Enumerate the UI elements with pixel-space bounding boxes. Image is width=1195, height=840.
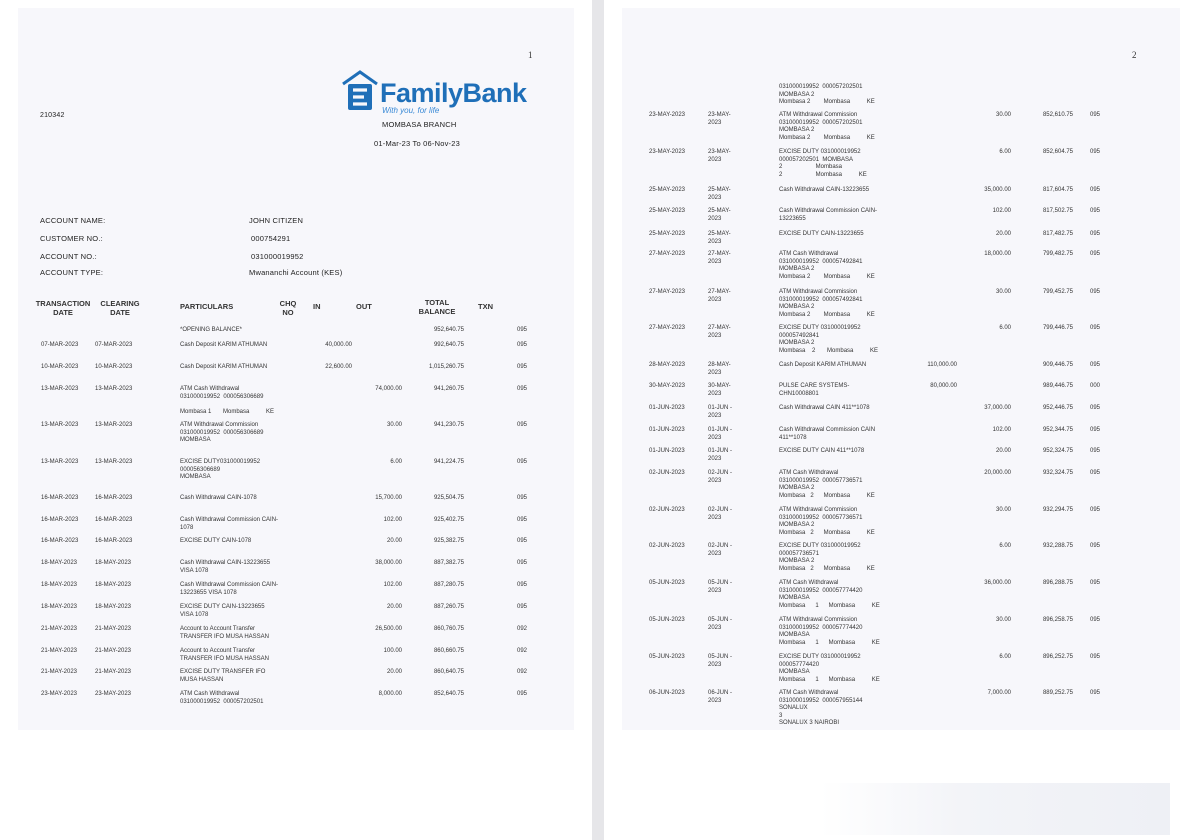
transaction-date: 02-JUN-2023: [649, 543, 685, 549]
clearing-date: 01-JUN - 2023: [708, 448, 733, 462]
txn-code: 000: [1090, 383, 1101, 389]
clearing-date: 27-MAY- 2023: [708, 251, 731, 265]
account-number-value: 031000019952: [251, 252, 304, 261]
amount-in: 110,000.00: [927, 362, 957, 368]
total-balance: 925,504.75: [433, 495, 464, 501]
clearing-date: 27-MAY- 2023: [708, 289, 731, 303]
clearing-date: 07-MAR-2023: [95, 342, 133, 348]
transaction-date: 06-JUN-2023: [649, 690, 685, 696]
clearing-date: 25-MAY- 2023: [708, 187, 731, 201]
txn-code: 095: [517, 517, 528, 523]
txn-code: 095: [1090, 507, 1101, 513]
transaction-date: 27-MAY-2023: [649, 251, 686, 257]
txn-code: 095: [1090, 208, 1101, 214]
txn-code: 095: [517, 538, 528, 544]
txn-code: 095: [1090, 690, 1101, 696]
particulars: Cash Withdrawal CAIN 411**1078: [779, 405, 870, 411]
account-name-value: JOHN CITIZEN: [249, 216, 304, 225]
clearing-date: 13-MAR-2023: [95, 422, 133, 428]
transaction-date: 05-JUN-2023: [649, 580, 685, 586]
particulars: PULSE CARE SYSTEMS- CHN10008801: [779, 383, 850, 397]
amount-in: 40,000.00: [325, 342, 352, 348]
particulars: ATM Cash Withdrawal 031000019952 000056306689 Mombasa 1 Mombasa KE: [180, 386, 275, 415]
transaction-date: 25-MAY-2023: [649, 231, 686, 237]
transaction-date: 02-JUN-2023: [649, 507, 685, 513]
particulars: Cash Withdrawal CAIN-13223655 VISA 1078: [180, 560, 271, 574]
particulars: EXCISE DUTY CAIN-13223655 VISA 1078: [180, 604, 265, 618]
amount-out: 30.00: [386, 422, 402, 428]
total-balance: 799,446.75: [1042, 325, 1073, 331]
total-balance: 860,760.75: [433, 626, 464, 632]
statement-page-1: [18, 8, 574, 730]
amount-out: 102.00: [992, 208, 1011, 214]
amount-out: 102.00: [383, 517, 402, 523]
total-balance: 925,402.75: [433, 517, 464, 523]
customer-number-value: 000754291: [251, 234, 291, 243]
customer-number-label: CUSTOMER NO.:: [40, 234, 103, 243]
txn-code: 095: [1090, 617, 1101, 623]
page-number: 1: [528, 50, 533, 60]
particulars: Cash Withdrawal Commission CAIN- 13223655 VISA 1078: [180, 582, 279, 596]
account-type-label: ACCOUNT TYPE:: [40, 268, 104, 277]
amount-out: 15,700.00: [375, 495, 402, 501]
particulars: Cash Deposit KARIM ATHUMAN: [180, 342, 268, 348]
amount-out: 30.00: [995, 617, 1011, 623]
txn-code: 095: [1090, 325, 1101, 331]
clearing-date: 25-MAY- 2023: [708, 208, 731, 222]
account-type-value: Mwananchi Account (KES): [249, 268, 343, 277]
transaction-date: 28-MAY-2023: [649, 362, 686, 368]
txn-code: 095: [1090, 427, 1101, 433]
clearing-date: 18-MAY-2023: [95, 582, 132, 588]
transaction-date: 18-MAY-2023: [41, 582, 78, 588]
transaction-date: 27-MAY-2023: [649, 289, 686, 295]
transaction-date: 23-MAY-2023: [41, 691, 78, 697]
transaction-date: 05-JUN-2023: [649, 617, 685, 623]
clearing-date: 16-MAR-2023: [95, 538, 133, 544]
txn-code: 095: [517, 386, 528, 392]
particulars: ATM Cash Withdrawal 031000019952 000057492841 MOMBASA 2 Mombasa 2 Mombasa KE: [779, 251, 875, 280]
transaction-date: 21-MAY-2023: [41, 648, 78, 654]
transaction-date: 25-MAY-2023: [649, 187, 686, 193]
amount-out: 30.00: [995, 289, 1011, 295]
total-balance: 887,260.75: [433, 604, 464, 610]
transaction-date: 30-MAY-2023: [649, 383, 686, 389]
transaction-date: 13-MAR-2023: [41, 386, 79, 392]
clearing-date: 13-MAR-2023: [95, 459, 133, 465]
amount-in: 22,600.00: [325, 364, 352, 370]
transaction-date: 01-JUN-2023: [649, 405, 685, 411]
txn-code: 095: [1090, 289, 1101, 295]
clearing-date: 16-MAR-2023: [95, 495, 133, 501]
header-particulars: PARTICULARS: [180, 302, 234, 311]
clearing-date: 18-MAY-2023: [95, 560, 132, 566]
clearing-date: 23-MAY- 2023: [708, 149, 731, 163]
total-balance: 817,502.75: [1042, 208, 1073, 214]
total-balance: 1,015,260.75: [428, 364, 464, 370]
particulars: EXCISE DUTY CAIN-13223655: [779, 231, 864, 237]
particulars: *OPENING BALANCE*: [180, 327, 243, 333]
header-total-balance: TOTAL BALANCE: [418, 298, 456, 316]
txn-code: 095: [517, 495, 528, 501]
particulars: ATM Cash Withdrawal 031000019952 000057774420 MOMBASA Mombasa 1 Mombasa KE: [779, 580, 880, 609]
header-transaction-date: TRANSACTION DATE: [35, 299, 91, 317]
particulars: EXCISE DUTY 031000019952 000057736571 MOMBASA 2 Mombasa 2 Mombasa KE: [779, 543, 875, 572]
transaction-date: 01-JUN-2023: [649, 448, 685, 454]
txn-code: 092: [517, 669, 528, 675]
total-balance: 941,230.75: [433, 422, 464, 428]
statement-page-2: [622, 8, 1180, 730]
amount-out: 26,500.00: [375, 626, 402, 632]
total-balance: 952,324.75: [1042, 448, 1073, 454]
amount-out: 102.00: [383, 582, 402, 588]
txn-code: 095: [1090, 231, 1101, 237]
amount-out: 100.00: [383, 648, 402, 654]
total-balance: 860,640.75: [433, 669, 464, 675]
txn-code: 095: [517, 342, 528, 348]
total-balance: 932,288.75: [1042, 543, 1073, 549]
total-balance: 952,640.75: [433, 327, 464, 333]
clearing-date: 21-MAY-2023: [95, 626, 132, 632]
transaction-date: 21-MAY-2023: [41, 669, 78, 675]
txn-code: 095: [517, 560, 528, 566]
txn-code: 095: [1090, 149, 1101, 155]
amount-out: 20.00: [995, 448, 1011, 454]
amount-out: 38,000.00: [375, 560, 402, 566]
clearing-date: 05-JUN - 2023: [708, 580, 733, 594]
amount-out: 6.00: [999, 325, 1011, 331]
clearing-date: 02-JUN - 2023: [708, 507, 733, 521]
total-balance: 909,446.75: [1042, 362, 1073, 368]
family-bank-logo-icon: [340, 68, 380, 112]
amount-out: 74,000.00: [375, 386, 402, 392]
bank-tagline: With you, for life: [382, 106, 440, 115]
total-balance: 896,288.75: [1042, 580, 1073, 586]
particulars: EXCISE DUTY CAIN 411**1078: [779, 448, 865, 454]
amount-out: 18,000.00: [984, 251, 1011, 257]
amount-out: 20.00: [995, 231, 1011, 237]
total-balance: 887,280.75: [433, 582, 464, 588]
total-balance: 896,252.75: [1042, 654, 1073, 660]
particulars: EXCISE DUTY 031000019952 000057492841 MOMBASA 2 Mombasa 2 Mombasa KE: [779, 325, 879, 354]
txn-code: 095: [1090, 543, 1101, 549]
txn-code: 095: [517, 691, 528, 697]
amount-out: 36,000.00: [984, 580, 1011, 586]
txn-code: 095: [1090, 470, 1101, 476]
transaction-date: 02-JUN-2023: [649, 470, 685, 476]
header-clearing-date: CLEARING DATE: [100, 299, 140, 317]
amount-out: 102.00: [992, 427, 1011, 433]
transaction-date: 07-MAR-2023: [41, 342, 79, 348]
total-balance: 887,382.75: [433, 560, 464, 566]
transaction-date: 16-MAR-2023: [41, 517, 79, 523]
clearing-date: 05-JUN - 2023: [708, 654, 733, 668]
total-balance: 860,660.75: [433, 648, 464, 654]
txn-code: 095: [517, 364, 528, 370]
transaction-date: 13-MAR-2023: [41, 459, 79, 465]
amount-out: 7,000.00: [987, 690, 1011, 696]
transaction-date: 13-MAR-2023: [41, 422, 79, 428]
clearing-date: 01-JUN - 2023: [708, 405, 733, 419]
amount-out: 6.00: [999, 543, 1011, 549]
total-balance: 889,252.75: [1042, 690, 1073, 696]
particulars: Cash Withdrawal CAIN-13223655: [779, 187, 870, 193]
statement-period: 01-Mar-23 To 06-Nov-23: [374, 139, 460, 148]
txn-code: 095: [1090, 362, 1101, 368]
total-balance: 799,452.75: [1042, 289, 1073, 295]
total-balance: 941,260.75: [433, 386, 464, 392]
account-number-label: ACCOUNT NO.:: [40, 252, 97, 261]
total-balance: 941,224.75: [433, 459, 464, 465]
amount-out: 37,000.00: [984, 405, 1011, 411]
particulars: ATM Cash Withdrawal 031000019952 000057202501: [180, 691, 264, 705]
txn-code: 092: [517, 626, 528, 632]
transaction-date: 23-MAY-2023: [649, 112, 686, 118]
amount-out: 30.00: [995, 112, 1011, 118]
clearing-date: 27-MAY- 2023: [708, 325, 731, 339]
transaction-date: 18-MAY-2023: [41, 560, 78, 566]
clearing-date: 02-JUN - 2023: [708, 470, 733, 484]
amount-out: 35,000.00: [984, 187, 1011, 193]
clearing-date: 05-JUN - 2023: [708, 617, 733, 631]
total-balance: 992,640.75: [433, 342, 464, 348]
particulars: Account to Account Transfer TRANSFER IFO MUSA HASSAN: [180, 626, 270, 640]
total-balance: 817,604.75: [1042, 187, 1073, 193]
amount-out: 30.00: [995, 507, 1011, 513]
txn-code: 095: [1090, 448, 1101, 454]
clearing-date: 21-MAY-2023: [95, 669, 132, 675]
txn-code: 095: [1090, 112, 1101, 118]
total-balance: 852,604.75: [1042, 149, 1073, 155]
reference-code: 210342: [40, 112, 65, 119]
total-balance: 852,610.75: [1042, 112, 1073, 118]
clearing-date: 28-MAY- 2023: [708, 362, 731, 376]
txn-code: 095: [1090, 187, 1101, 193]
txn-code: 095: [1090, 654, 1101, 660]
txn-code: 092: [517, 648, 528, 654]
header-txn: TXN: [478, 302, 493, 311]
page-number: 2: [1132, 50, 1137, 60]
particulars: ATM Cash Withdrawal 031000019952 000057955144 SONALUX 3 SONALUX 3 NAIROBI: [779, 690, 863, 726]
transaction-date: 21-MAY-2023: [41, 626, 78, 632]
total-balance: 799,482.75: [1042, 251, 1073, 257]
account-name-label: ACCOUNT NAME:: [40, 216, 106, 225]
particulars: Cash Deposit KARIM ATHUMAN: [779, 362, 867, 368]
particulars: EXCISE DUTY031000019952 000056306689 MOMBASA: [180, 459, 261, 480]
particulars: EXCISE DUTY 031000019952 000057774420 MOMBASA Mombasa 1 Mombasa KE: [779, 654, 880, 683]
amount-in: 80,000.00: [930, 383, 957, 389]
particulars: EXCISE DUTY CAIN-1078: [180, 538, 252, 544]
total-balance: 952,344.75: [1042, 427, 1073, 433]
clearing-date: 13-MAR-2023: [95, 386, 133, 392]
particulars: ATM Withdrawal Commission 031000019952 000057736571 MOMBASA 2 Mombasa 2 Mombasa KE: [779, 507, 875, 536]
txn-code: 095: [517, 604, 528, 610]
transaction-date: 25-MAY-2023: [649, 208, 686, 214]
clearing-date: 21-MAY-2023: [95, 648, 132, 654]
particulars: ATM Withdrawal Commission 031000019952 000056306689 MOMBASA: [180, 422, 264, 443]
bank-name-logo: FamilyBank: [380, 78, 527, 108]
particulars: EXCISE DUTY 031000019952 000057202501 MOMBASA 2 Mombasa 2 Mombasa KE: [779, 149, 867, 178]
amount-out: 6.00: [999, 654, 1011, 660]
total-balance: 852,640.75: [433, 691, 464, 697]
particulars: ATM Withdrawal Commission 031000019952 000057492841 MOMBASA 2 Mombasa 2 Mombasa KE: [779, 289, 875, 318]
transaction-date: 16-MAR-2023: [41, 538, 79, 544]
particulars: Cash Withdrawal Commission CAIN 411**1078: [779, 427, 876, 441]
transaction-date: 10-MAR-2023: [41, 364, 79, 370]
amount-out: 20,000.00: [984, 470, 1011, 476]
amount-out: 6.00: [390, 459, 402, 465]
viewer-bottom-area: [820, 783, 1170, 835]
header-in: IN: [313, 302, 321, 311]
amount-out: 20.00: [386, 538, 402, 544]
total-balance: 932,294.75: [1042, 507, 1073, 513]
particulars: Cash Withdrawal Commission CAIN- 13223655: [779, 208, 878, 222]
page-gap-divider: [592, 0, 604, 840]
amount-out: 20.00: [386, 669, 402, 675]
txn-code: 095: [517, 459, 528, 465]
transaction-date: 23-MAY-2023: [649, 149, 686, 155]
total-balance: 952,446.75: [1042, 405, 1073, 411]
amount-out: 20.00: [386, 604, 402, 610]
particulars: Cash Deposit KARIM ATHUMAN: [180, 364, 268, 370]
clearing-date: 16-MAR-2023: [95, 517, 133, 523]
transaction-date: 05-JUN-2023: [649, 654, 685, 660]
amount-out: 6.00: [999, 149, 1011, 155]
clearing-date: 01-JUN - 2023: [708, 427, 733, 441]
total-balance: 925,382.75: [433, 538, 464, 544]
transaction-date: 16-MAR-2023: [41, 495, 79, 501]
clearing-date: 02-JUN - 2023: [708, 543, 733, 557]
particulars: Cash Withdrawal Commission CAIN- 1078: [180, 517, 279, 531]
particulars: EXCISE DUTY TRANSFER IFO MUSA HASSAN: [180, 669, 266, 683]
clearing-date: 23-MAY-2023: [95, 691, 132, 697]
txn-code: 095: [1090, 405, 1101, 411]
clearing-date: 30-MAY- 2023: [708, 383, 731, 397]
clearing-date: 06-JUN - 2023: [708, 690, 733, 704]
header-out: OUT: [356, 302, 372, 311]
txn-code: 095: [517, 327, 528, 333]
amount-out: 8,000.00: [378, 691, 402, 697]
clearing-date: 10-MAR-2023: [95, 364, 133, 370]
total-balance: 932,324.75: [1042, 470, 1073, 476]
particulars: 031000019952 000057202501 MOMBASA 2 Mombasa 2 Mombasa KE: [779, 84, 875, 105]
clearing-date: 18-MAY-2023: [95, 604, 132, 610]
txn-code: 095: [1090, 580, 1101, 586]
total-balance: 989,446.75: [1042, 383, 1073, 389]
particulars: ATM Cash Withdrawal 031000019952 000057736571 MOMBASA 2 Mombasa 2 Mombasa KE: [779, 470, 875, 499]
txn-code: 095: [517, 582, 528, 588]
particulars: ATM Withdrawal Commission 031000019952 000057774420 MOMBASA Mombasa 1 Mombasa KE: [779, 617, 880, 646]
txn-code: 095: [1090, 251, 1101, 257]
clearing-date: 25-MAY- 2023: [708, 231, 731, 245]
transaction-date: 01-JUN-2023: [649, 427, 685, 433]
header-cheque-number: CHQ NO: [279, 299, 297, 317]
particulars: Cash Withdrawal CAIN-1078: [180, 495, 257, 501]
txn-code: 095: [517, 422, 528, 428]
particulars: Account to Account Transfer TRANSFER IFO MUSA HASSAN: [180, 648, 270, 662]
transaction-date: 27-MAY-2023: [649, 325, 686, 331]
clearing-date: 23-MAY- 2023: [708, 112, 731, 126]
branch-name: MOMBASA BRANCH: [382, 120, 457, 129]
total-balance: 896,258.75: [1042, 617, 1073, 623]
particulars: ATM Withdrawal Commission 031000019952 000057202501 MOMBASA 2 Mombasa 2 Mombasa KE: [779, 112, 875, 141]
transaction-date: 18-MAY-2023: [41, 604, 78, 610]
total-balance: 817,482.75: [1042, 231, 1073, 237]
